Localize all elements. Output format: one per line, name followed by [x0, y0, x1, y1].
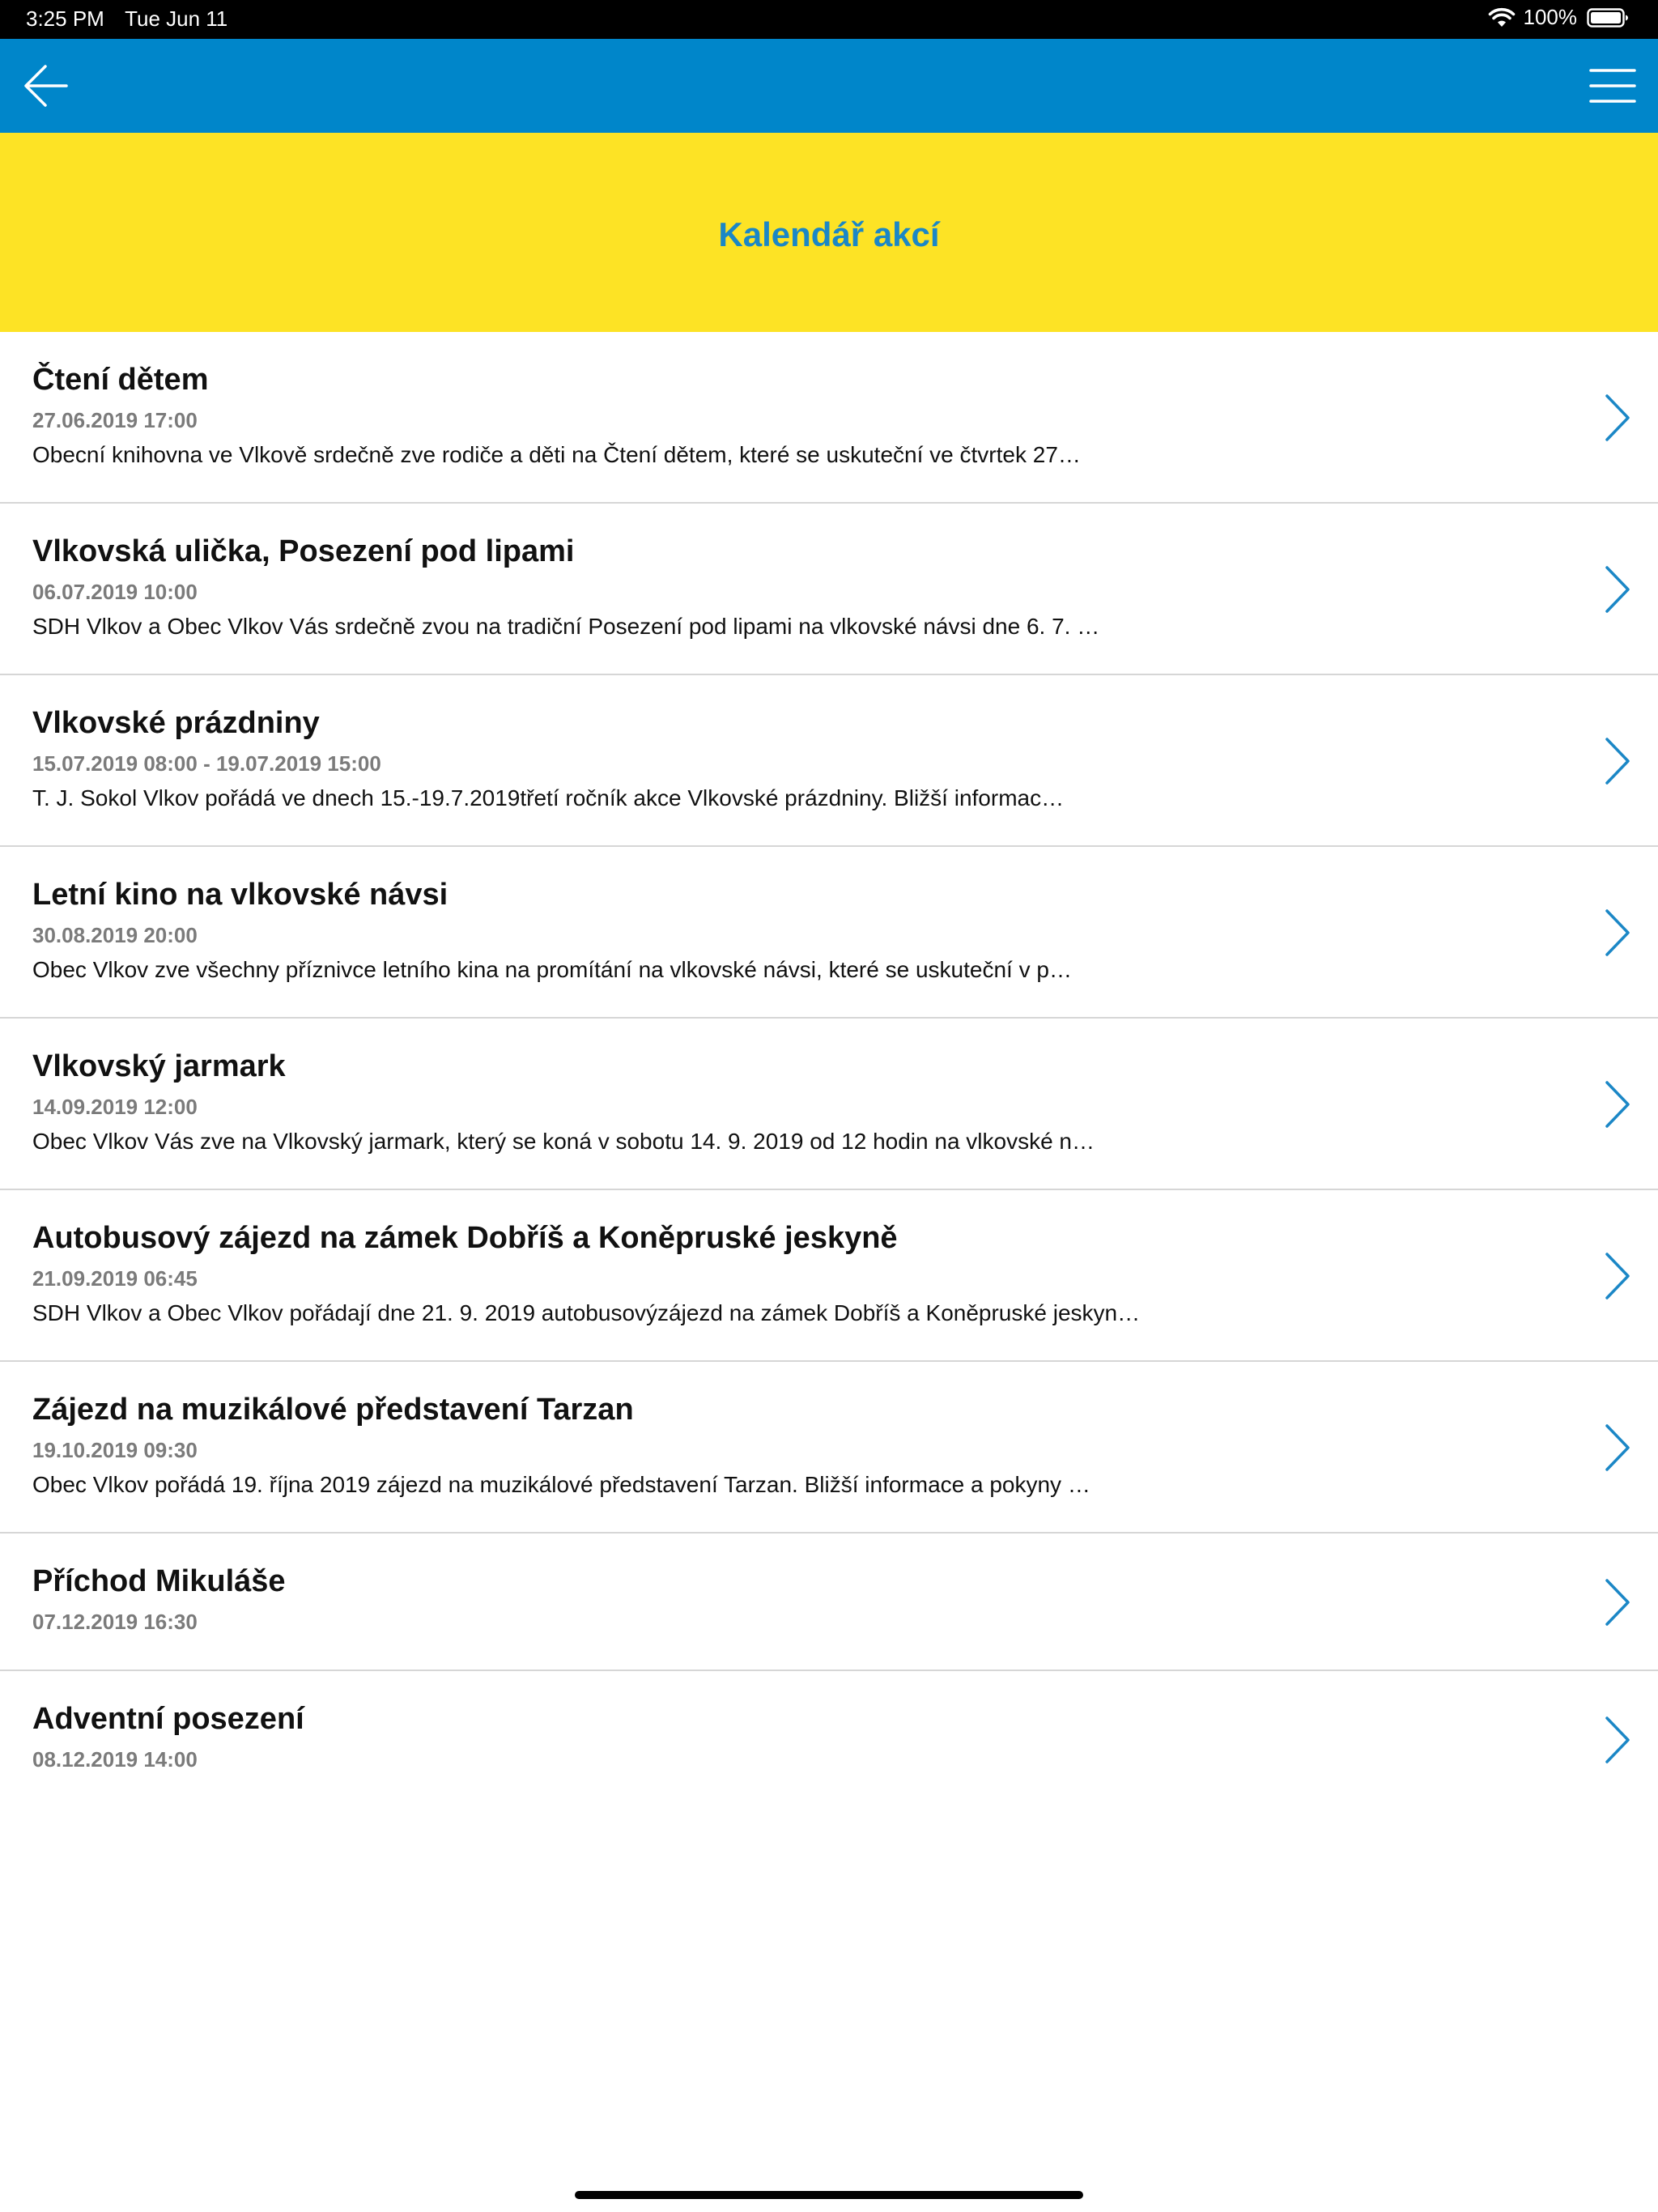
chevron-right-icon — [1601, 1714, 1634, 1766]
event-title: Zájezd na muzikálové představení Tarzan — [32, 1393, 634, 1427]
event-description: Obec Vlkov zve všechny příznivce letního kina na promítání na vlkovské návsi, které se uskuteční v p… — [32, 957, 1072, 982]
event-list-item[interactable] — [0, 675, 1658, 847]
event-title: Vlkovský jarmark — [32, 1049, 286, 1083]
wifi-icon — [1488, 7, 1516, 28]
chevron-right-icon — [1601, 564, 1634, 615]
status-time: 3:25 PM — [26, 6, 104, 31]
nav-bar — [0, 39, 1658, 133]
status-bar — [0, 0, 1658, 39]
event-date: 14.09.2019 12:00 — [32, 1095, 198, 1119]
event-description: Obec Vlkov Vás zve na Vlkovský jarmark, který se koná v sobotu 14. 9. 2019 od 12 hodin na vlkovské n… — [32, 1129, 1095, 1154]
event-list-item[interactable] — [0, 504, 1658, 675]
event-date: 15.07.2019 08:00 - 19.07.2019 15:00 — [32, 751, 381, 776]
event-title: Adventní posezení — [32, 1702, 304, 1736]
event-date: 07.12.2019 16:30 — [32, 1610, 198, 1634]
event-list-item[interactable] — [0, 1671, 1658, 1809]
event-date: 08.12.2019 14:00 — [32, 1747, 198, 1772]
arrow-left-icon — [21, 62, 70, 110]
event-title: Vlkovské prázdniny — [32, 706, 320, 740]
event-list-item[interactable] — [0, 1534, 1658, 1671]
chevron-right-icon — [1601, 1250, 1634, 1302]
event-list — [0, 332, 1658, 1809]
battery-icon — [1587, 7, 1629, 28]
title-banner — [0, 133, 1658, 332]
chevron-right-icon — [1601, 1422, 1634, 1474]
event-description: Obec Vlkov pořádá 19. října 2019 zájezd na muzikálové představení Tarzan. Bližší informace a pokyny … — [32, 1472, 1090, 1497]
event-title: Příchod Mikuláše — [32, 1564, 286, 1598]
chevron-right-icon — [1601, 392, 1634, 444]
event-date: 06.07.2019 10:00 — [32, 580, 198, 604]
status-date: Tue Jun 11 — [125, 6, 228, 31]
page-title: Kalendář akcí — [718, 215, 940, 253]
event-date: 21.09.2019 06:45 — [32, 1266, 198, 1291]
chevron-right-icon — [1601, 907, 1634, 959]
event-description: T. J. Sokol Vlkov pořádá ve dnech 15.-19.7.2019třetí ročník akce Vlkovské prázdniny. Bližší informac… — [32, 785, 1065, 810]
event-description: SDH Vlkov a Obec Vlkov pořádají dne 21. 9. 2019 autobusovýzájezd na zámek Dobříš a Koněpruské jeskyn… — [32, 1300, 1141, 1325]
chevron-right-icon — [1601, 1576, 1634, 1628]
chevron-right-icon — [1601, 1078, 1634, 1130]
event-title: Letní kino na vlkovské návsi — [32, 878, 449, 912]
event-description: SDH Vlkov a Obec Vlkov Vás srdečně zvou na tradiční Posezení pod lipami na vlkovské návsi dne 6. 7. … — [32, 614, 1100, 639]
back-button[interactable] — [16, 57, 74, 115]
event-list-item[interactable] — [0, 1190, 1658, 1362]
event-date: 27.06.2019 17:00 — [32, 408, 198, 432]
event-list-item[interactable] — [0, 847, 1658, 1019]
event-list-item[interactable] — [0, 1362, 1658, 1534]
status-right — [1488, 5, 1630, 30]
chevron-right-icon — [1601, 735, 1634, 787]
event-title: Čtení dětem — [32, 363, 209, 397]
home-indicator[interactable] — [575, 2191, 1083, 2199]
event-title: Autobusový zájezd na zámek Dobříš a Koněpruské jeskyně — [32, 1221, 898, 1255]
menu-button[interactable] — [1584, 57, 1642, 115]
battery-percent: 100% — [1523, 5, 1577, 29]
status-left — [26, 6, 227, 32]
event-list-item[interactable] — [0, 1019, 1658, 1190]
event-date: 19.10.2019 09:30 — [32, 1438, 198, 1462]
event-title: Vlkovská ulička, Posezení pod lipami — [32, 534, 575, 568]
event-description: Obecní knihovna ve Vlkově srdečně zve rodiče a děti na Čtení dětem, které se uskuteční ve čtvrtek 27… — [32, 442, 1081, 467]
event-date: 30.08.2019 20:00 — [32, 923, 198, 947]
hamburger-menu-icon — [1589, 67, 1636, 104]
event-list-item[interactable] — [0, 332, 1658, 504]
